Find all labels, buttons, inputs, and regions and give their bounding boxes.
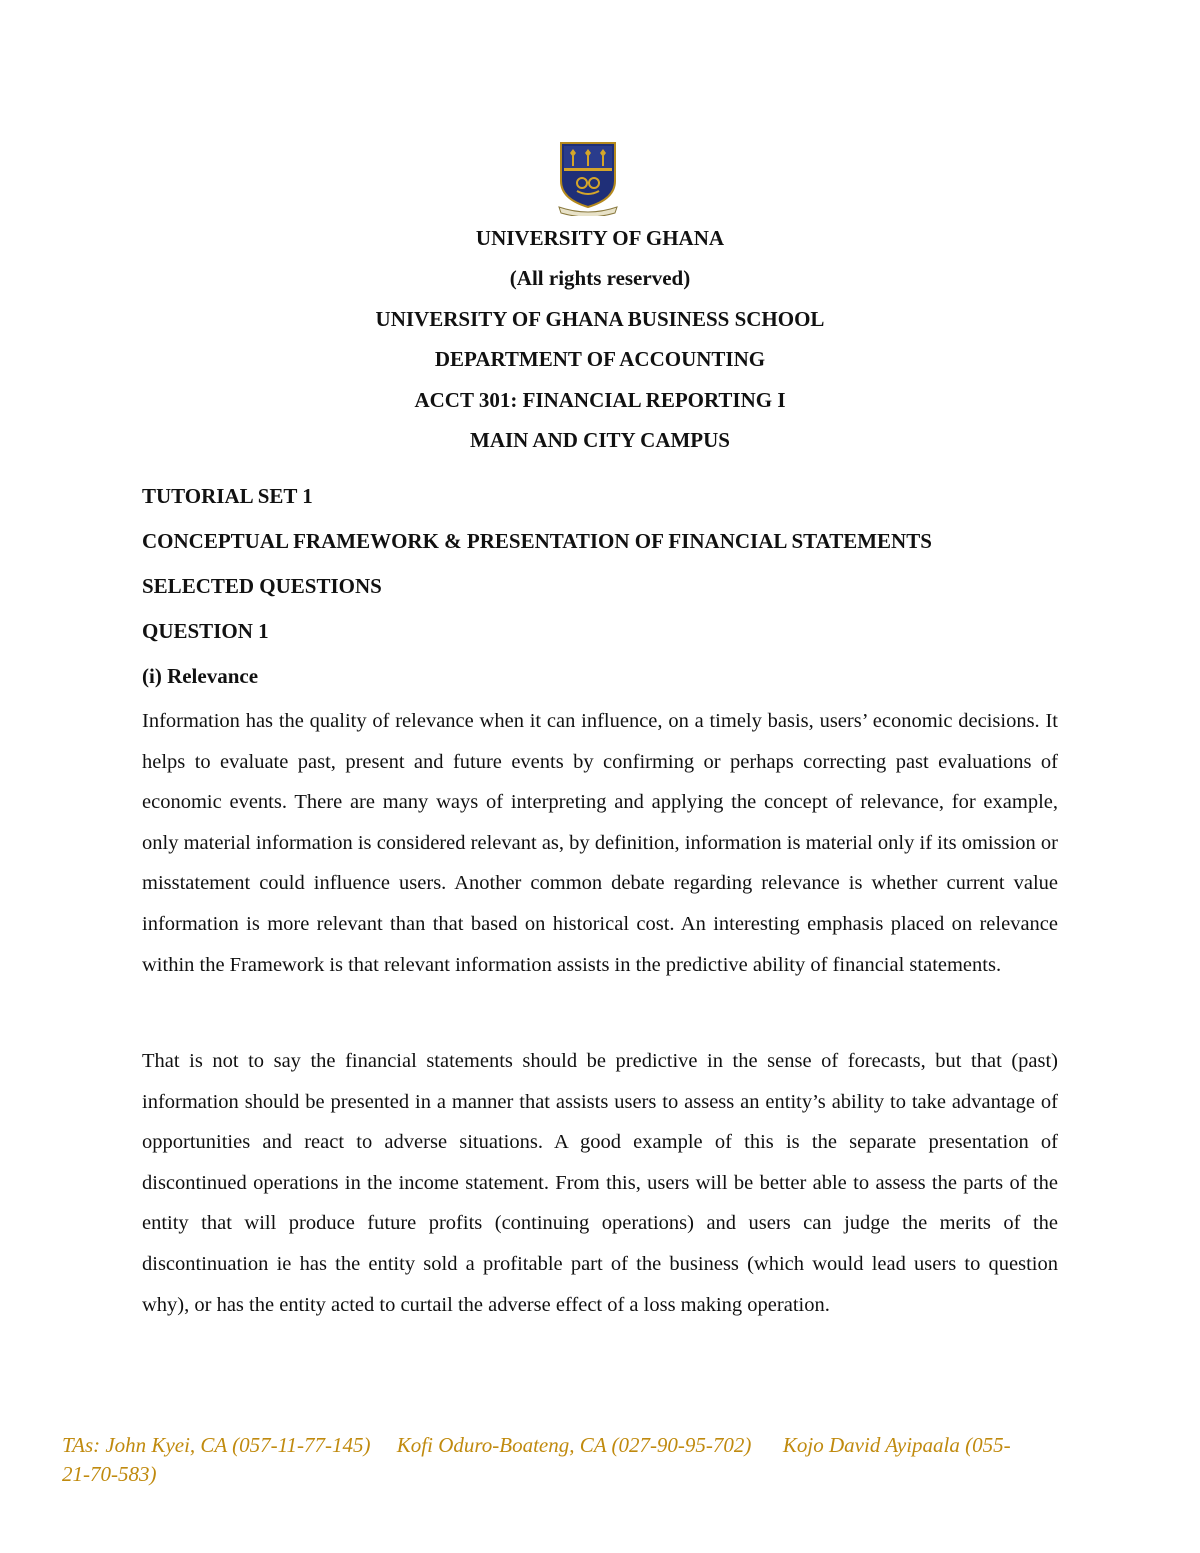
department-name: DEPARTMENT OF ACCOUNTING [434, 347, 766, 371]
rights-notice: (All rights reserved) [509, 266, 691, 290]
relevance-subheading: (i) Relevance [142, 664, 259, 688]
question-heading: QUESTION 1 [142, 619, 269, 643]
business-school-name: UNIVERSITY OF GHANA BUSINESS SCHOOL [375, 307, 825, 331]
body-paragraph-1: Information has the quality of relevance when it can influence, on a timely basis, users’ economic decisions. It helps to evaluate past, present and future events by confirming or perhaps correcting past evaluations of economic events. There are many ways of interpreting and applying the concept of relevance, for example, only material information is considered relevant as, by definition, information is material only if its omission or misstatement could influence users. Another common debate regarding relevance is whether current value information is more relevant than that based on historical cost. An interesting emphasis placed on relevance within the Framework is that relevant information assists in the predictive ability of financial statements. [142, 710, 1058, 976]
university-name: UNIVERSITY OF GHANA [475, 226, 725, 250]
campus-name: MAIN AND CITY CAMPUS [470, 428, 730, 452]
ta-contact-1: TAs: John Kyei, CA (057-11-77-145) [62, 1433, 371, 1457]
ta-contact-2: Kofi Oduro-Boateng, CA (027-90-95-702) [396, 1433, 752, 1457]
body-paragraph-2: That is not to say the financial statements should be predictive in the sense of forecasts, but that (past) information should be presented in a manner that assists users to assess an entity’s ability to take advantage of opportunities and react to adverse situations. A good example of this is the separate presentation of discontinued operations in the income statement. From this, users will be better able to assess the parts of the entity that will produce future profits (continuing operations) and users can judge the merits of the discontinuation ie has the entity sold a profitable part of the business (which would lead users to question why), or has the entity acted to curtail the adverse effect of a loss making operation. [142, 1050, 1058, 1316]
topic-heading: CONCEPTUAL FRAMEWORK & PRESENTATION OF FINANCIAL STATEMENTS [142, 529, 932, 553]
selected-questions-heading: SELECTED QUESTIONS [142, 574, 382, 598]
teaching-assistants-footer [62, 1431, 1022, 1489]
tutorial-set-heading: TUTORIAL SET 1 [142, 484, 313, 508]
course-title: ACCT 301: FINANCIAL REPORTING I [414, 388, 786, 412]
ta-contact-3: Kojo David Ayipaala (055-21-70-583) [62, 1433, 1011, 1486]
university-crest-icon [555, 141, 621, 216]
